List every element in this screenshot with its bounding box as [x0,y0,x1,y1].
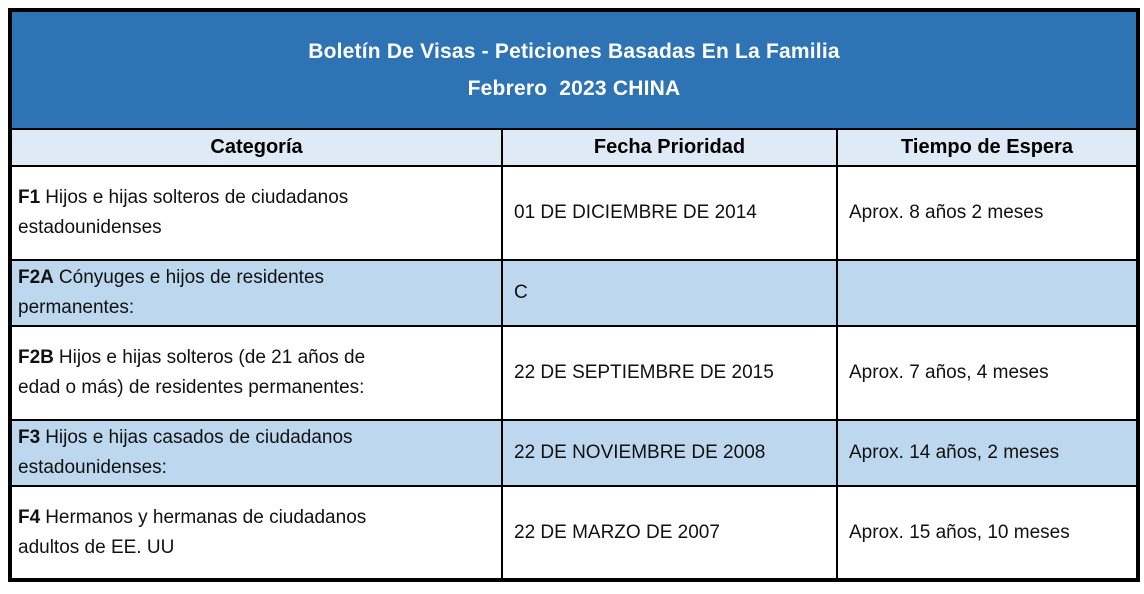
column-header-tiempo-de-espera: Tiempo de Espera [837,129,1138,166]
category-text: edad o más) de residentes permanentes: [18,377,365,398]
table-row [10,486,1138,580]
table-subtitle: Febrero 2023 CHINA [467,77,681,100]
priority-date-cell: 22 DE MARZO DE 2007 [502,486,837,580]
priority-date-cell: C [502,260,837,326]
category-code: F1 [18,187,41,208]
category-cell [10,326,502,420]
category-text: adultos de EE. UU [18,536,175,558]
table-row [10,326,1138,420]
category-line [18,183,491,213]
category-code: F2A [18,267,54,288]
wait-time-cell: Aprox. 7 años, 4 meses [837,326,1138,420]
category-code: F4 [18,506,41,528]
category-line [18,423,491,453]
category-text: estadounidenses [18,217,162,238]
table-row [10,166,1138,260]
category-cell [10,420,502,486]
column-header-categoria: Categoría [10,129,502,166]
priority-date-cell: 01 DE DICIEMBRE DE 2014 [502,166,837,260]
category-cell [10,166,502,260]
table-title-banner [10,10,1138,129]
table-title: Boletín De Visas - Peticiones Basadas En La Familia [308,40,840,63]
category-text: estadounidenses: [18,457,167,478]
category-text: Hijos e hijas solteros de ciudadanos [45,187,349,208]
category-text: Hijos e hijas solteros (de 21 años de [58,347,366,368]
table-row [10,260,1138,326]
category-text: Cónyuges e hijos de residentes [58,267,325,288]
category-cell [10,486,502,580]
visa-bulletin-table [8,8,1140,582]
category-text: Hermanos y hermanas de ciudadanos [45,506,367,528]
category-line [18,263,491,293]
title-row [10,10,1138,129]
category-code: F2B [18,347,54,368]
wait-time-cell [837,260,1138,326]
column-header-fecha-prioridad: Fecha Prioridad [502,129,837,166]
category-code: F3 [18,427,41,448]
category-line [18,503,491,533]
category-line [18,343,491,373]
header-row [10,129,1138,166]
priority-date-cell: 22 DE NOVIEMBRE DE 2008 [502,420,837,486]
category-cell [10,260,502,326]
category-text: Hijos e hijas casados de ciudadanos [45,427,353,448]
wait-time-cell: Aprox. 8 años 2 meses [837,166,1138,260]
category-text: permanentes: [18,297,135,318]
wait-time-cell: Aprox. 14 años, 2 meses [837,420,1138,486]
table-row [10,420,1138,486]
wait-time-cell: Aprox. 15 años, 10 meses [837,486,1138,580]
priority-date-cell: 22 DE SEPTIEMBRE DE 2015 [502,326,837,420]
